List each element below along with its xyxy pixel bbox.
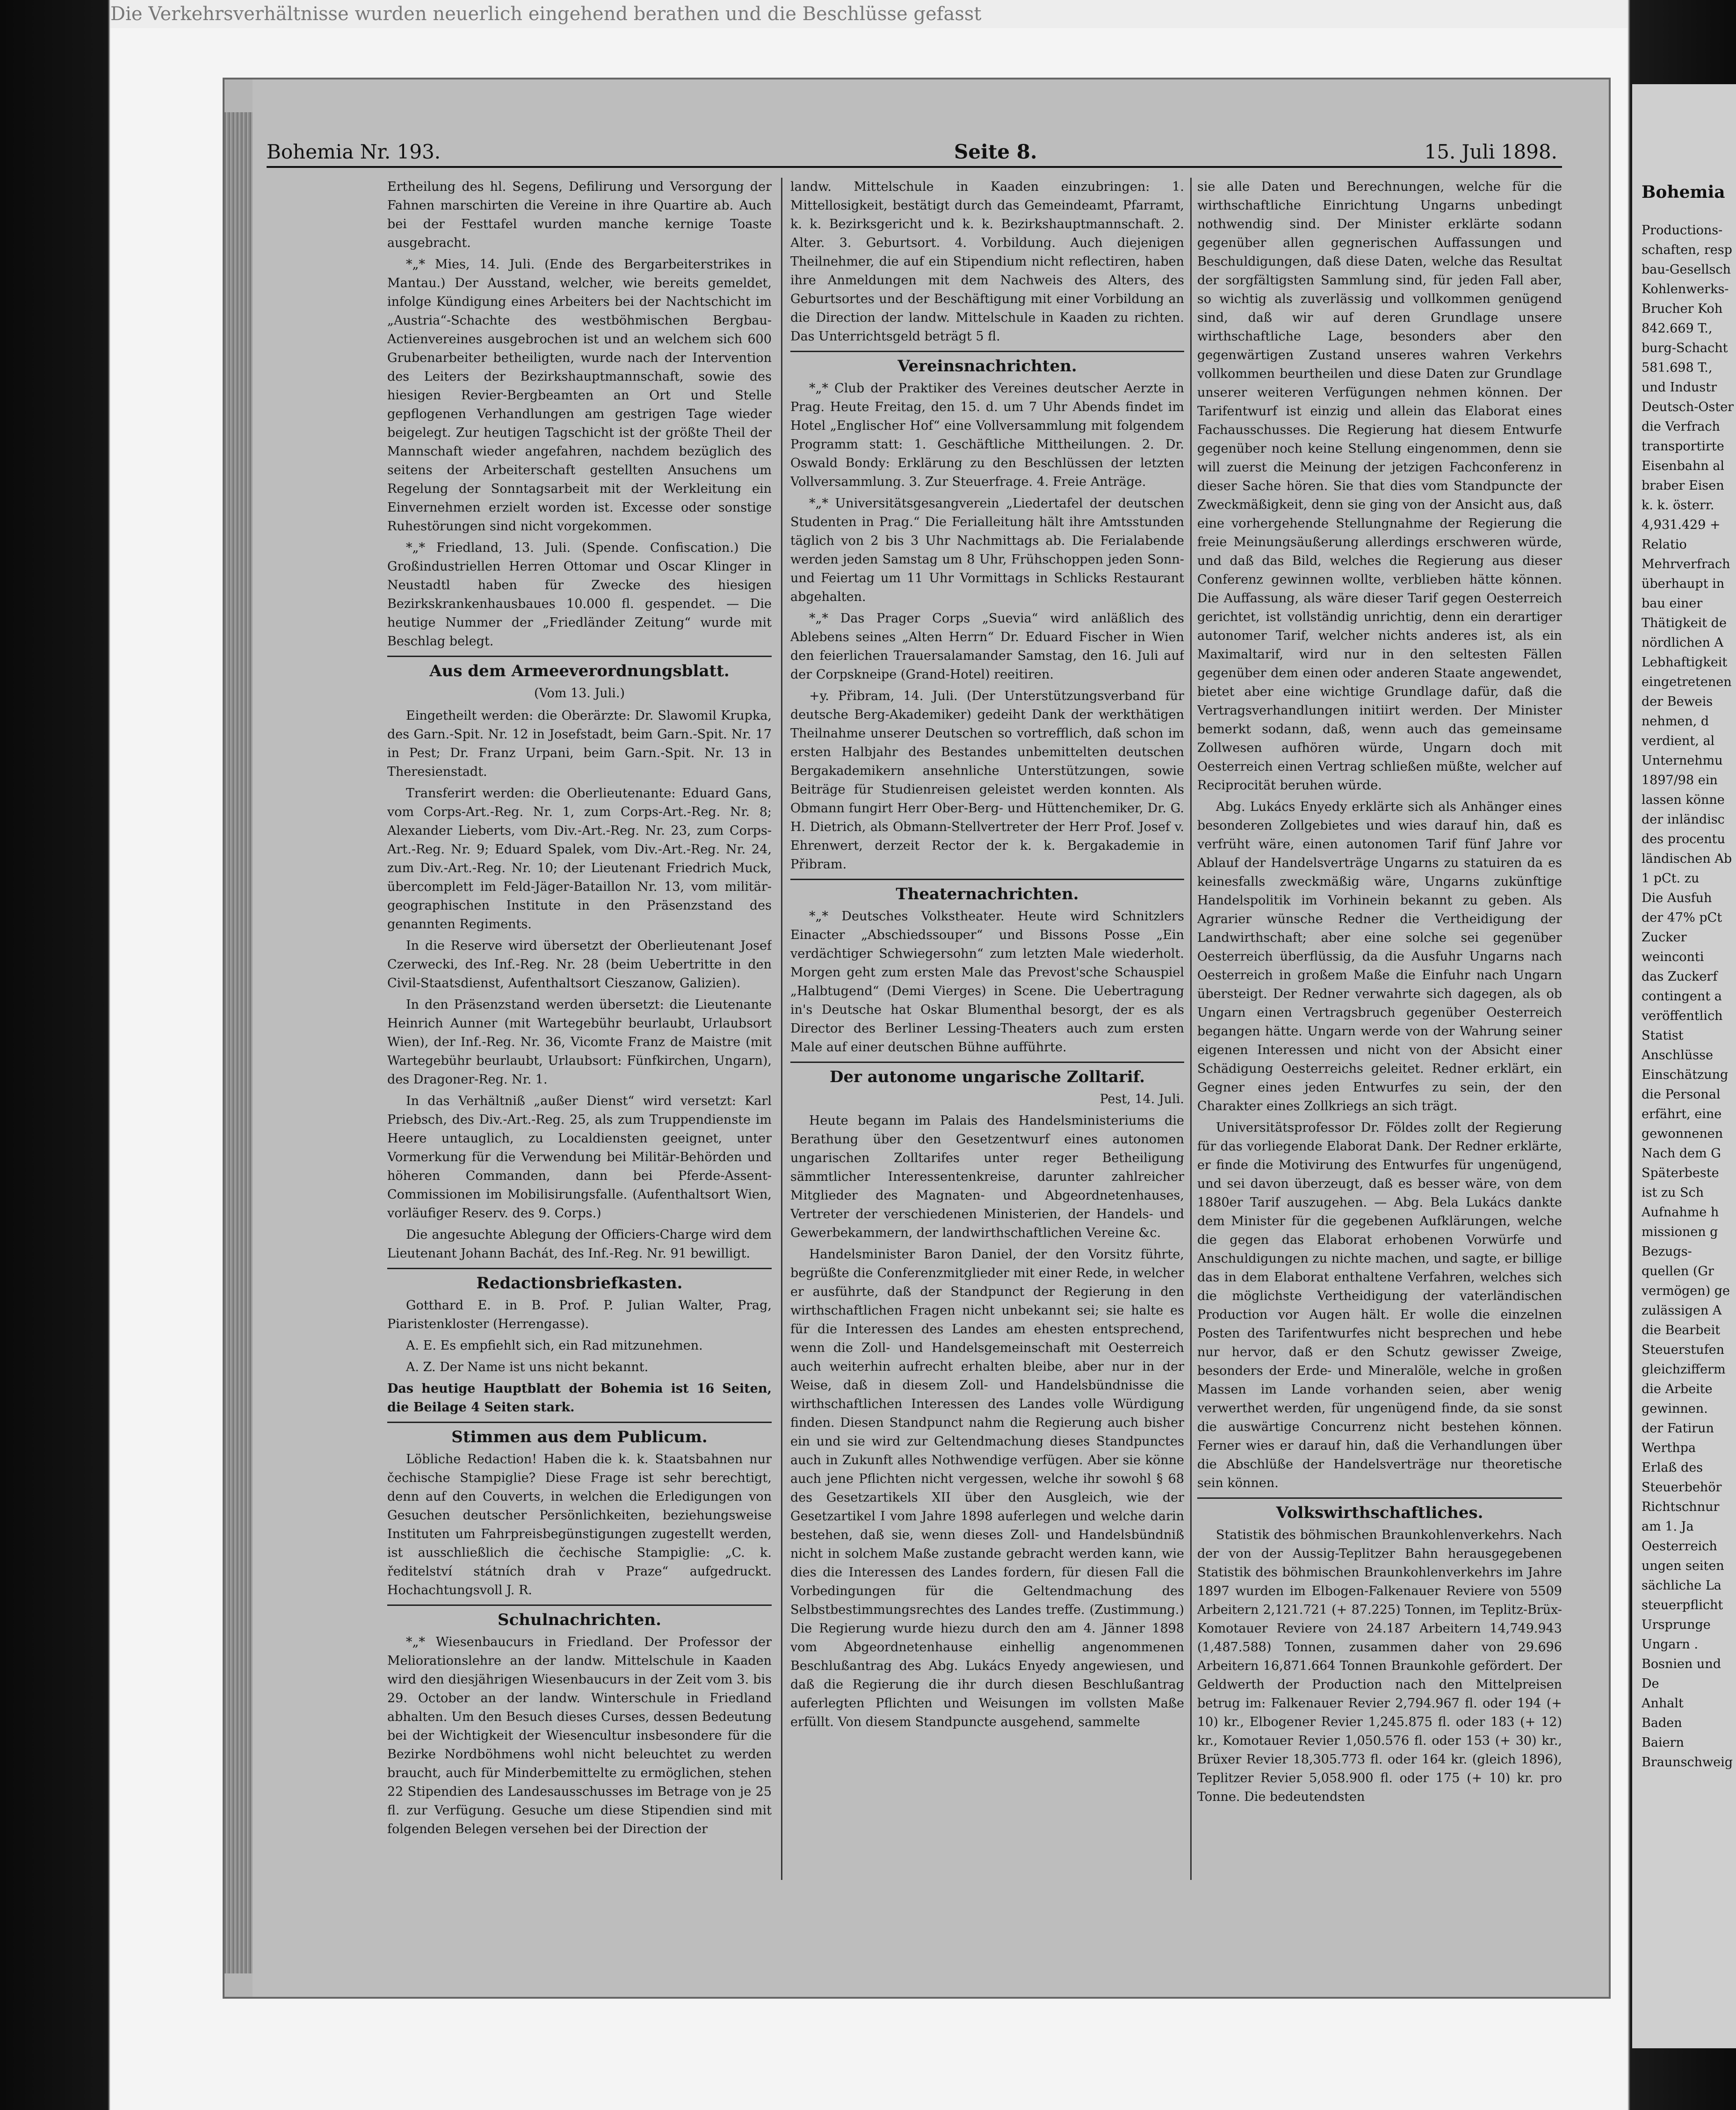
adjacent-page-line: nehmen, d <box>1642 714 1709 729</box>
masthead <box>267 140 1557 178</box>
adjacent-page-line: eingetretenen <box>1642 675 1732 689</box>
adjacent-page-line: ungen seiten <box>1642 1559 1724 1573</box>
article-paragraph: sie alle Daten und Berechnungen, welche für die wirthschaftliche Einrichtung Ungarns unbedingt nothwendig sind. Der Minister erklärte sodann gegenüber allen gegnerischen Auffassungen und Beschuldigungen, daß diese Daten, welche das Resultat der sorgfältigsten Sammlung sind, für jeden Fall aber, so wichtig als zuverlässig und vollkommen genügend sind, daß wir auf deren Grundlage unsere wirthschaftliche Lage, besonders aber den gegenwärtigen Zustand unseres wahren Verkehrs vollkommen beurtheilen und diese Daten zur Grundlage unserer weiteren Verfügungen nehmen können. Der Tarifentwurf ist einzig und allein das Elaborat eines Fachausschusses. Die Regierung hat diesem Entwurfe gegenüber noch keine Stellung eingenommen, denn sie will zuerst die Meinung der jetzigen Fachconferenz in dieser Sache hören. Sie that dies vom Standpuncte der Zweckmäßigkeit, denn sie ging von der Ansicht aus, daß eine vorhergehende Stellungnahme der Regierung die freie Meinungsäußerung allerdings erschweren würde, und daß das Bild, welches die Regierung aus dieser Conferenz gewinnen wollte, verblieben hätte können. Die Auffassung, als wäre dieser Tarif gegen Oesterreich gerichtet, ist vollständig unrichtig, denn ein derartiger autonomer Tarif, welcher nichts anderes ist, als ein Maximaltarif, wird nur in den seltesten Fällen gegenüber dem einen oder anderen Staate angewendet, bietet aber eine wichtige Grundlage dafür, daß die Vertragsverhandlungen initiirt werden. Der Minister bemerkt sodann, daß, wenn auch das gemeinsame Zollwesen aufhören würde, Ungarn doch mit Oesterreich einen Vertrag schließen müßte, welcher auf Reciprocität beruhen würde. <box>1197 180 1562 793</box>
adjacent-page-line: gewinnen. <box>1642 1402 1708 1416</box>
adjacent-page-line: des procentu <box>1642 832 1725 846</box>
adjacent-page-line: das Zuckerf <box>1642 969 1718 984</box>
adjacent-page <box>1632 84 1736 2048</box>
article-friedland: *„* Friedland, 13. Juli. (Spende. Confiscation.) Die Großindustriellen Herren Ottomar und Oscar Klinger in Neustadtl haben für Zwecke des hiesigen Bezirkskrankenhausbaues 10.000 fl. gespendet. — Die heutige Nummer der „Friedländer Zeitung“ wurde mit Beschlag belegt. <box>387 541 772 649</box>
adjacent-page-line: Productions- <box>1642 223 1723 238</box>
verein-paragraph: *„* Club der Praktiker des Vereines deutscher Aerzte in Prag. Heute Freitag, den 15. d. um 7 Uhr Abends findet im Hotel „Englischer Hof“ eine Vollversammlung mit folgendem Programm statt: 1. Geschäftliche Mittheilungen. 2. Dr. Oswald Bondy: Erklärung zu den Beschlüssen der letzten Vollversammlung. 3. Zur Steuerfrage. 4. Freie Anträge. <box>790 381 1184 489</box>
adjacent-page-line: schaften, resp <box>1642 243 1732 257</box>
adjacent-page-line: braber Eisen <box>1642 478 1724 493</box>
verein-paragraph: *„* Das Prager Corps „Suevia“ wird anläßlich des Ablebens seines „Alten Herrn“ Dr. Eduard Fischer in Wien den feierlichen Trauersalamander Samstag, den 16. Juli auf der Corpskneipe (Grand-Hotel) reeitiren. <box>790 611 1184 682</box>
adjacent-page-line: überhaupt in <box>1642 577 1725 591</box>
adjacent-page-line: Mehrverfrach <box>1642 557 1730 571</box>
adjacent-page-line: Lebhaftigkeit <box>1642 655 1728 670</box>
adjacent-page-line: der Beweis <box>1642 694 1713 709</box>
adjacent-page-line: Baiern <box>1642 1735 1684 1750</box>
adjacent-page-line: Braunschweig <box>1642 1755 1733 1770</box>
adjacent-page-line: weinconti <box>1642 950 1704 964</box>
adjacent-page-line: Aufnahme h <box>1642 1205 1719 1220</box>
redaction-paragraph: A. Z. Der Name ist uns nicht bekannt. <box>406 1360 649 1374</box>
masthead-issue: Bohemia Nr. 193. <box>267 140 441 163</box>
adjacent-page-line: Relatio <box>1642 537 1687 552</box>
adjacent-page-line: De <box>1642 1676 1659 1691</box>
adjacent-page-line: Statist <box>1642 1028 1684 1043</box>
article-paragraph: Abg. Lukács Enyedy erklärte sich als Anhänger eines besonderen Zollgebietes und wies darauf hin, daß es verfrüht wäre, einen autonomen Tarif fünf Jahre vor Ablauf der Handelsverträge Ungarns zu statuiren da es keinesfalls zweckmäßig wäre, Ungarns zukünftige Handelspolitik im Vorhinein bekannt zu geben. Als Agrarier wünsche Redner die Vertheidigung der Landwirthschaft; aber eine solche sei gegenüber Oesterreich überflüssig, da die Ausfuhr Ungarns nach Oesterreich in großem Maße die Einfuhr nach Ungarn übersteigt. Der Redner verwahrte sich dagegen, als ob Ungarn einen Vertragsbruch gegenüber Oesterreich begangen hätte. Ungarn werde von der Wahrung seiner eigenen Interessen und nicht von der Absicht einer Schädigung Oesterreichs geleitet. Redner erklärt, ein Gegner eines jeden Entwurfes zu sein, der den Charakter eines Zollkriegs an sich trägt. <box>1197 800 1562 1113</box>
adjacent-page-line: Bezugs- <box>1642 1244 1692 1259</box>
adjacent-page-line: nördlichen A <box>1642 636 1724 650</box>
adjacent-page-line: Unternehmu <box>1642 753 1723 768</box>
verein-paragraph: *„* Universitätsgesangverein „Liedertafel der deutschen Studenten in Prag.“ Die Ferialleitung hält ihre Amtsstunden täglich von 2 bis 3 Uhr Nachmittags ab. Die Ferialabende werden jeden Samstag um 8 Uhr, Frühschoppen jeden Sonn- und Feiertag um 11 Uhr Vormittags in Schlicks Restaurant abgehalten. <box>790 496 1184 604</box>
adjacent-page-line: vermögen) ge <box>1642 1284 1730 1298</box>
zoll-paragraph: Handelsminister Baron Daniel, der den Vorsitz führte, begrüßte die Conferenzmitglieder mit einer Rede, in welcher er ausführte, daß der Standpunct der Regierung in den wirthschaftlichen Fragen nicht unbekannt sei; sie halte es für die Interessen des Landes am ehesten entsprechend, wenn die Zoll- und Handelsgemeinschaft mit Oesterreich auch weiterhin aufrecht erhalten bleibe, aber nur in der Weise, daß in diesem Zoll- und Handelsbündnisse die wirthschaftlichen Interessen des Landes volle Würdigung finden. Diesen Standpunct nahm die Regierung auch bisher ein und sie wird zur Geltendmachung dieses Standpunctes auch in Zukunft alles Nothwendige verfügen. Aber sie könne auch jene Pflichten nicht vergessen, welche ihr sowohl § 68 des Gesetzartikels XII über den Ausgleich, wie der Gesetzartikel I vom Jahre 1898 auferlegen und welche darin bestehen, daß sie, wenn dieses Zoll- und Handelsbündniß nicht in solchem Maße zustande gebracht werden kann, wie dies die Interessen des Landes fordern, für diesen Fall die Vorbedingungen für die Geltendmachung des Selbstbestimmungsrechtes des Landes treffe. (Zustimmung.) Die Regierung wurde hiezu durch den am 4. Jänner 1898 vom Abgeordnetenhause einhellig angenommenen Beschlußantrag des Abg. Lukács Enyedy angewiesen, und daß die Regierung die ihr durch diesen Beschlußantrag auferlegten Pflichten und Weisungen im vollsten Maße erfüllt. Von diesem Standpuncte ausgehend, sammelte <box>790 1247 1184 1729</box>
previous-page-bleed <box>110 0 1628 28</box>
armee-paragraph: In das Verhältniß „außer Dienst“ wird versetzt: Karl Priebsch, des Div.-Art.-Reg. 25, als zum Truppendienste im Heere untauglich, zu Localdiensten geeignet, unter Vormerkung für die Verwendung bei Militär-Behörden und höheren Commanden, dann bei Pferde-Assent-Commissionen im Mobilisirungsfalle. (Aufenthaltsort Wien, vorläufiger Reserv. des 9. Corps.) <box>387 1094 772 1221</box>
redaction-paragraph: Gotthard E. in B. Prof. P. Julian Walter, Prag, Piaristenkloster (Herrengasse). <box>387 1298 772 1331</box>
masthead-date: 15. Juli 1898. <box>1424 140 1557 163</box>
adjacent-page-line: Werthpa <box>1642 1441 1696 1455</box>
adjacent-page-line: zulässigen A <box>1642 1303 1722 1318</box>
page-stack-edge <box>224 112 253 1973</box>
article-paragraph: Ertheilung des hl. Segens, Defilirung und Versorgung der Fahnen marschirten die Vereine in ihre Quartire ab. Auch bei der Festtafel wurden manche kernige Toaste ausgebracht. <box>387 180 772 250</box>
column-3 <box>1197 178 1562 1889</box>
adjacent-page-line: veröffentlich <box>1642 1009 1723 1023</box>
armee-paragraph: In den Präsenzstand werden übersetzt: die Lieutenante Heinrich Aunner (mit Wartegebühr beurlaubt, Urlaubsort Wien), der Inf.-Reg. Nr. 36, Vicomte Franz de Maistre (mit Wartegebühr beurlaubt, Urlaubsort: Fünfkirchen, Ungarn), des Dragoner-Reg. Nr. 1. <box>387 997 772 1087</box>
adjacent-page-line: Ungarn . <box>1642 1637 1698 1652</box>
bleed-text: Die Verkehrsverhältnisse wurden neuerlich eingehend berathen und die Beschlüsse gefasst <box>110 3 982 25</box>
adjacent-page-line: bau einer <box>1642 596 1703 611</box>
adjacent-page-line: Steuerstufen <box>1642 1343 1725 1357</box>
adjacent-page-line: Oesterreich <box>1642 1539 1717 1554</box>
adjacent-page-line: Richtschnur <box>1642 1500 1720 1514</box>
schul-paragraph: *„* Wiesenbaucurs in Friedland. Der Professor der Meliorationslehre an der landw. Mittelschule in Kaaden wird den diesjährigen Wiesenbaucurs in der Zeit vom 3. bis 29. October an der landw. Winterschule in Friedland abhalten. Um den Besuch dieses Curses, dessen Bedeutung bei der Wichtigkeit der Wiesencultur insbesondere für die Bezirke Nordböhmens wohl nicht beleuchtet zu werden braucht, auch für Minderbemittelte zu ermöglichen, stehen 22 Stipendien des Landesausschusses im Betrage von je 25 fl. zur Verfügung. Gesuche um diese Stipendien sind mit folgenden Belegen versehen bei der Direction der <box>387 1635 772 1836</box>
adjacent-page-line: die Bearbeit <box>1642 1323 1721 1337</box>
dateline: Pest, 14. Juli. <box>1099 1092 1184 1106</box>
section-heading-theater: Theaternachrichten. <box>790 879 1184 903</box>
adjacent-page-line: der inländisc <box>1642 812 1725 827</box>
section-heading-armee: Aus dem Armeeverordnungsblatt. <box>387 656 772 680</box>
adjacent-page-line: ländischen Ab <box>1642 852 1732 866</box>
adjacent-page-line: Baden <box>1642 1716 1682 1730</box>
article-paragraph: landw. Mittelschule in Kaaden einzubringen: 1. Mittellosigkeit, bestätigt durch das Gemeindeamt, Pfarramt, k. k. Bezirksgericht und k. k. Bezirkshauptmannschaft. 2. Alter. 3. Geburtsort. 4. Vorbildung. Auch diejenigen Theilnehmer, die auf ein Stipendium nicht reflectiren, haben ihre Anmeldungen mit dem Nachweis des Alters, des Geburtsortes und der Beschäftigung mit einer Vorbildung an die Direction der landw. Mittelschule in Kaaden zu richten. Das Unterrichtsgeld beträgt 5 fl. <box>790 180 1184 344</box>
adjacent-page-line: Späterbeste <box>1642 1166 1719 1180</box>
adjacent-page-line: Thätigkeit de <box>1642 616 1727 630</box>
armee-paragraph: Eingetheilt werden: die Oberärzte: Dr. Slawomil Krupka, des Garn.-Spit. Nr. 12 in Josefstadt, beim Garn.-Spit. Nr. 17 in Pest; Dr. Franz Urpani, beim Garn.-Spit. Nr. 13 in Theresienstadt. <box>387 708 772 779</box>
adjacent-page-line: Die Ausfuh <box>1642 891 1712 905</box>
verein-paragraph: +y. Přibram, 14. Juli. (Der Unterstützungsverband für deutsche Berg-Akademiker) gedeiht Dank der werkthätigen Theilnahme unserer Deutschen so vortrefflich, daß schon im ersten Halbjahr des Bestandes unbemittelten deutschen Bergakademikern ansehnliche Unterstützungen, sowie Beiträge für Studienreisen geleistet werden konnten. Als Obmann fungirt Herr Ober-Berg- und Hüttenchemiker, Dr. G. H. Dietrich, als Obmann-Stellvertreter der Herr Prof. Josef v. Ehrenwert, derzeit Rector der k. k. Bergakademie in Přibram. <box>790 689 1184 872</box>
column-divider <box>781 178 782 1880</box>
adjacent-page-line: Kohlenwerks- <box>1642 282 1729 296</box>
section-heading-schul: Schulnachrichten. <box>387 1604 772 1629</box>
adjacent-page-line: und Industr <box>1642 380 1717 395</box>
adjacent-page-line: 581.698 T., <box>1642 361 1713 375</box>
armee-paragraph: Transferirt werden: die Oberlieutenante: Eduard Gans, vom Corps-Art.-Reg. Nr. 1, zum Corps-Art.-Reg. Nr. 8; Alexander Lieberts, vom Div.-Art.-Reg. Nr. 23, zum Corps-Art.-Reg. Nr. 9; Eduard Spalek, vom Div.-Art.-Reg. Nr. 24, zum Div.-Art.-Reg. Nr. 10; der Lieutenant Friedrich Muck, übercomplett im Feld-Jäger-Bataillon Nr. 13, vom militär-geographischen Institute in den Präsenzstand des genannten Regiments. <box>387 786 772 932</box>
redaction-paragraph: A. E. Es empfiehlt sich, ein Rad mitzunehmen. <box>406 1338 703 1353</box>
adjacent-page-line: lassen könne <box>1642 793 1725 807</box>
adjacent-page-line: Einschätzung <box>1642 1068 1729 1082</box>
notice-paragraph: Das heutige Hauptblatt der Bohemia ist 16 Seiten, die Beilage 4 Seiten stark. <box>387 1381 772 1415</box>
adjacent-page-line: missionen g <box>1642 1225 1718 1239</box>
armee-paragraph: In die Reserve wird übersetzt der Oberlieutenant Josef Czerwecki, des Inf.-Reg. Nr. 28 (beim Uebertritte in den Civil-Staatsdienst, Aufenthaltsort Cieszanow, Galizien). <box>387 939 772 990</box>
section-subtitle: (Vom 13. Juli.) <box>534 686 625 701</box>
column-divider <box>1190 178 1192 1880</box>
adjacent-page-masthead: Bohemia <box>1642 182 1725 202</box>
adjacent-page-line: 4,931.429 + <box>1642 518 1721 532</box>
armee-paragraph: Die angesuchte Ablegung der Officiers-Charge wird dem Lieutenant Johann Bachát, des Inf.-Reg. Nr. 91 bewilligt. <box>387 1228 772 1261</box>
section-heading-stimmen: Stimmen aus dem Publicum. <box>387 1422 772 1446</box>
adjacent-page-line: am 1. Ja <box>1642 1519 1694 1534</box>
theater-paragraph: *„* Deutsches Volkstheater. Heute wird Schnitzlers Einacter „Abschiedssouper“ und Bissons Posse „Ein verdächtiger Schwiegersohn“ zum letzten Male wiederholt. Morgen geht zum ersten Male das Prevost'sche Schauspiel „Halbtugend“ (Demi Vierges) in Scene. Die Uebertragung in's Deutsche hat Oskar Blumenthal besorgt, der es als Director des Berliner Lessing-Theaters auch zum ersten Male auf einer deutschen Bühne aufführte. <box>790 909 1184 1055</box>
adjacent-page-line: k. k. österr. <box>1642 498 1714 513</box>
adjacent-page-line: Anschlüsse <box>1642 1048 1713 1062</box>
adjacent-page-line: Ursprunge <box>1642 1618 1711 1632</box>
zoll-paragraph: Heute begann im Palais des Handelsministeriums die Berathung über den Gesetzentwurf eines autonomen ungarischen Zolltarifes unter reger Betheiligung sämmtlicher Interessentenkreise, darunter zahlreicher Mitglieder des Magnaten- und Abgeordnetenhauses, Vertreter der verschiedenen Ministerien, der Handels- und Gewerbekammern, der landwirthschaftlichen Vereine &c. <box>790 1113 1184 1240</box>
adjacent-page-line: Zucker <box>1642 930 1687 945</box>
adjacent-page-line: burg-Schacht <box>1642 341 1728 355</box>
article-paragraph: Universitätsprofessor Dr. Földes zollt der Regierung für das vorliegende Elaborat Dank. Der Redner erklärte, er finde die Motivirung des Entwurfes für ungenügend, und sei davon überzeugt, daß es besser wäre, von dem 1880er Tarif auszugehen. — Abg. Bela Lukács dankte dem Minister für die gegebenen Aufklärungen, welche die gegen das Elaborat erhobenen Vorwürfe und Anschuldigungen zu nichte machen, und sagte, er billige das in dem Elaborat enthaltene Verfahren, welches sich die möglichste Vertheidigung der vaterländischen Production vor Augen hält. Er wolle die einzelnen Posten des Tarifentwurfes nicht besprechen und hebe nur hervor, daß er den Schutz gewisser Zweige, besonders der Erde- und Mineralöle, welche in großen Massen im Lande vorhanden seien, aber wenig verwerthet werden, für ungenügend finde, da sie sonst die auswärtige Concurrenz nicht bestehen können. Ferner wies er darauf hin, daß die Verhandlungen über die Abschlüße der Handelsverträge nur theoretische sein können. <box>1197 1120 1562 1490</box>
adjacent-page-line: Bosnien und <box>1642 1657 1721 1671</box>
masthead-page-number: Seite 8. <box>954 140 1037 163</box>
adjacent-page-line: verdient, al <box>1642 734 1715 748</box>
section-heading-verein: Vereinsnachrichten. <box>790 351 1184 376</box>
section-heading-redaction: Redactionsbriefkasten. <box>387 1268 772 1293</box>
column-1 <box>387 178 772 1889</box>
adjacent-page-line: der Fatirun <box>1642 1421 1714 1436</box>
adjacent-page-line: Eisenbahn al <box>1642 459 1725 473</box>
adjacent-page-line: Nach dem G <box>1642 1146 1721 1161</box>
adjacent-page-line: quellen (Gr <box>1642 1264 1714 1279</box>
adjacent-page-line: die Arbeite <box>1642 1382 1713 1396</box>
volks-paragraph: Statistik des böhmischen Braunkohlenverkehrs. Nach der von der Aussig-Teplitzer Bahn herausgegebenen Statistik des böhmischen Braunkohlenverkehrs im Jahre 1897 wurden im Elbogen-Falkenauer Reviere von 5509 Arbeitern 2,121.721 (+ 87.225) Tonnen, im Teplitz-Brüx-Komotauer Reviere von 24.187 Arbeitern 14,749.943 (1,487.588) Tonnen, zusammen daher von 29.696 Arbeitern 16,871.664 Tonnen Braunkohle gefördert. Der Geldwerth der Production nach den Mittelpreisen betrug im: Falkenauer Revier 2,794.967 fl. oder 194 (+ 10) kr., Elbogener Revier 1,245.875 fl. oder 183 (+ 12) kr., Komotauer Revier 1,050.576 fl. oder 153 (+ 30) kr., Brüxer Revier 18,305.773 fl. oder 164 kr. (gleich 1896), Teplitzer Revier 5,058.900 fl. oder 175 (+ 10) kr. pro Tonne. Die bedeutendsten <box>1197 1528 1562 1804</box>
adjacent-page-line: Brucher Koh <box>1642 302 1723 316</box>
article-mies: *„* Mies, 14. Juli. (Ende des Bergarbeiterstrikes in Mantau.) Der Ausstand, welcher, wie bereits gemeldet, infolge Kündigung eines Arbeiters bei der Nachtschicht im „Austria“-Schachte des westböhmischen Bergbau-Actienvereines ausgebrochen ist und an welchem sich 600 Grubenarbeiter betheiligten, wurde nach der Intervention des Leiters der Bezirkshauptmannschaft, sowie des hiesigen Revier-Bergbeamten an Ort und Stelle gepflogenen Verhandlungen am gestrigen Tage wieder beigelegt. Zur heutigen Tagschicht ist der größte Theil der Mannschaft wieder angefahren, nachdem bezüglich des seitens der Arbeiterschaft gestellten Ansuchens um Regelung der Sonntagsarbeit mit der Werkleitung ein Einvernehmen erzielt worden ist. Excesse oder sonstige Ruhestörungen sind nicht vorgekommen. <box>387 257 772 534</box>
adjacent-page-line: Anhalt <box>1642 1696 1684 1711</box>
masthead-rule <box>267 166 1562 168</box>
adjacent-page-line: Steuerbehör <box>1642 1480 1722 1495</box>
adjacent-page-line: 1 pCt. zu <box>1642 871 1700 886</box>
adjacent-page-line: gewonnenen <box>1642 1127 1723 1141</box>
adjacent-page-line: die Personal <box>1642 1087 1721 1102</box>
adjacent-page-line: contingent a <box>1642 989 1722 1004</box>
adjacent-page-line: Erlaß des <box>1642 1460 1703 1475</box>
adjacent-page-line: Deutsch-Oster <box>1642 400 1734 414</box>
column-2 <box>790 178 1184 1889</box>
adjacent-page-line: der 47% pCt <box>1642 910 1722 925</box>
adjacent-page-lines <box>1632 221 1736 1772</box>
adjacent-page-line: steuerpflicht <box>1642 1598 1723 1612</box>
section-heading-volks: Volkswirthschaftliches. <box>1197 1497 1562 1522</box>
adjacent-page-line: die Verfrach <box>1642 419 1720 434</box>
adjacent-page-line: 842.669 T., <box>1642 321 1713 336</box>
adjacent-page-line: bau-Gesellsch <box>1642 262 1731 277</box>
section-heading-zolltarif: Der autonome ungarische Zolltarif. <box>790 1062 1184 1086</box>
adjacent-page-line: gleichzifferm <box>1642 1362 1726 1377</box>
letter-paragraph: Löbliche Redaction! Haben die k. k. Staatsbahnen nur čechische Stampiglie? Diese Frage ist sehr berechtigt, denn auf den Couverts, in welchen die Erledigungen von Gesuchen deutscher Persönlichkeiten, beziehungsweise Instituten um Fahrpreisbegünstigungen zugestellt werden, ist ausschließlich die čechische Stampiglie: „C. k. ředitelství státních drah v Praze“ aufgedruckt. Hochachtungsvoll J. R. <box>387 1452 772 1597</box>
adjacent-page-line: sächliche La <box>1642 1578 1722 1593</box>
adjacent-page-line: transportirte <box>1642 439 1724 454</box>
adjacent-page-line: erfährt, eine <box>1642 1107 1722 1121</box>
adjacent-page-line: ist zu Sch <box>1642 1185 1704 1200</box>
adjacent-page-line: 1897/98 ein <box>1642 773 1718 788</box>
